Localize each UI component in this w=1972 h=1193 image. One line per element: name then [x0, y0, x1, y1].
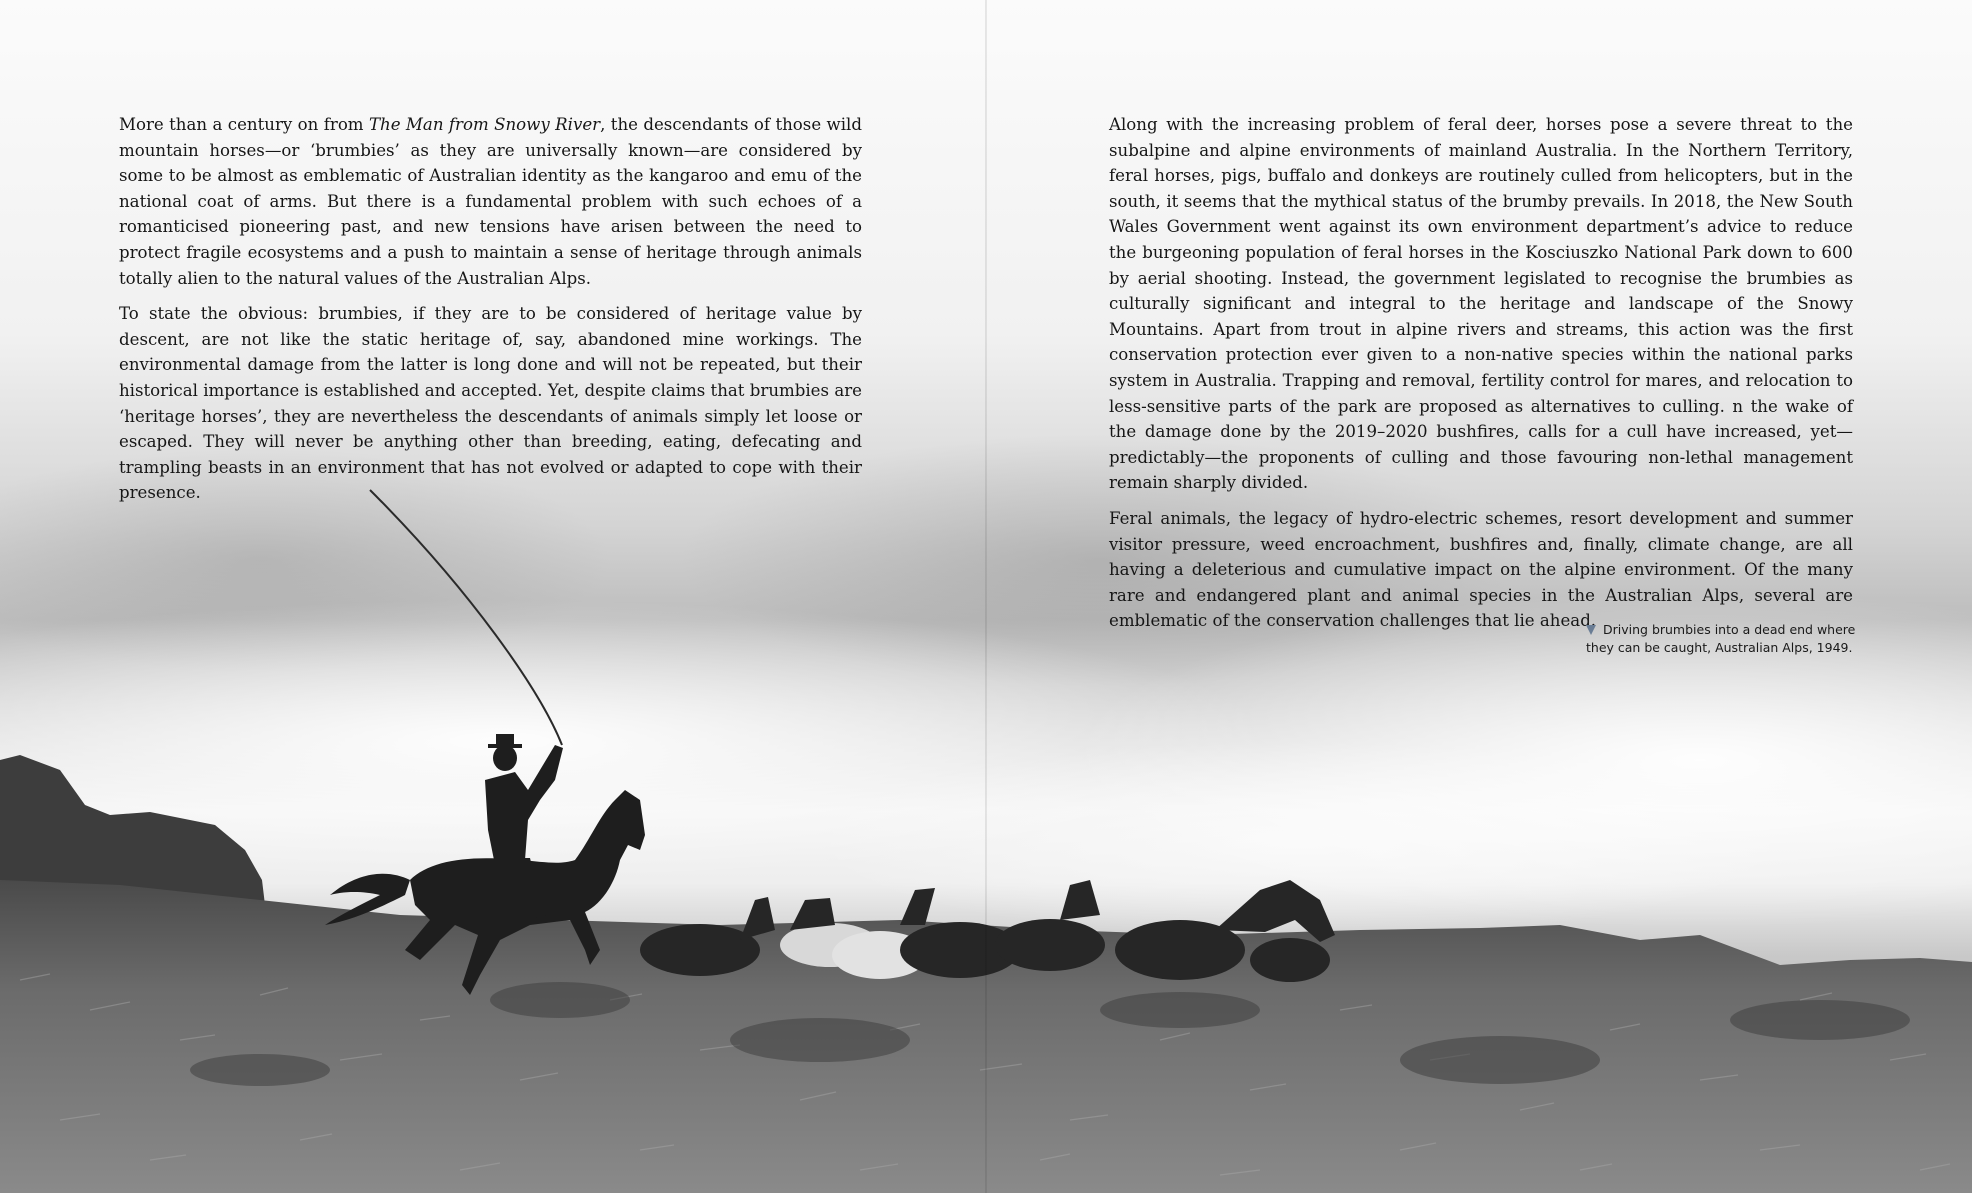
left-paragraph-1: [119, 112, 862, 291]
left-p1-prefix: More than a century on from: [119, 115, 369, 134]
brumby-herd: [640, 880, 1335, 982]
caption-text: Driving brumbies into a dead end where they can be caught, Australian Alps, 1949.: [1586, 622, 1856, 655]
left-p1-rest: , the descendants of those wild mountain horses—or ‘brumbies’ as they are universally known—are considered by some to be almost as emblematic of Australian identity as the kangaroo and emu of the national coat of arms. But there is a fundamental problem with such echoes of a romanticised pioneering past, and new tensions have arisen between the need to protect fragile ecosystems and a push to maintain a sense of heritage through animals totally alien to the natural values of the Australian Alps.: [119, 115, 862, 288]
left-paragraph-2: To state the obvious: brumbies, if they are to be considered of heritage value by descent, are not like the static heritage of, say, abandoned mine workings. The environmental damage from the latter is long done and will not be repeated, but their historical importance is established and accepted. Yet, despite claims that brumbies are ‘heritage horses’, they are nevertheless the descendants of animals simply let loose or escaped. They will never be anything other than breeding, eating, defecating and trampling beasts in an environment that has not evolved or adapted to cope with their presence.: [119, 304, 862, 503]
photo-caption: [1586, 621, 1856, 657]
right-page-text: [1109, 112, 1853, 644]
stockwhip: [370, 490, 562, 745]
caption-pointer-icon: [1586, 625, 1596, 635]
right-paragraph-2: Feral animals, the legacy of hydro-electric schemes, resort development and summer visitor pressure, weed encroachment, bushfires and, finally, climate change, are all having a deleterious and cumulative impact on the alpine environment. Of the many rare and endangered plant and animal species in the Australian Alps, several are emblematic of the conservation challenges that lie ahead.: [1109, 508, 1853, 631]
book-title-italic: The Man from Snowy River: [368, 115, 601, 134]
right-paragraph-1: Along with the increasing problem of feral deer, horses pose a severe threat to the subalpine and alpine environments of mainland Australia. In the Northern Territory, feral horses, pigs, buffalo and donkeys are routinely culled from helicopters, but in the south, it seems that the mythical status of the brumby prevails. In 2018, the New South Wales Government went against its own environment department’s advice to reduce the burgeoning population of feral horses in the Kosciuszko National Park down to 600 by aerial shooting. Instead, the government legislated to recognise the brumbies as culturally significant and integral to the heritage and landscape of the Snowy Mountains. Apart from trout in alpine rivers and streams, this action was the first conservation protection ever given to a non-native species within the national parks system in Australia. Trapping and removal, fertility control for mares, and relocation to less-sensitive parts of the park are proposed as alternatives to culling. n the wake of the damage done by the 2019–2020 bushfires, calls for a cull have increased, yet—predictably—the proponents of culling and those favouring non-lethal management remain sharply divided.: [1109, 115, 1853, 493]
left-page-text: [119, 112, 862, 516]
page-gutter: [985, 0, 987, 1193]
